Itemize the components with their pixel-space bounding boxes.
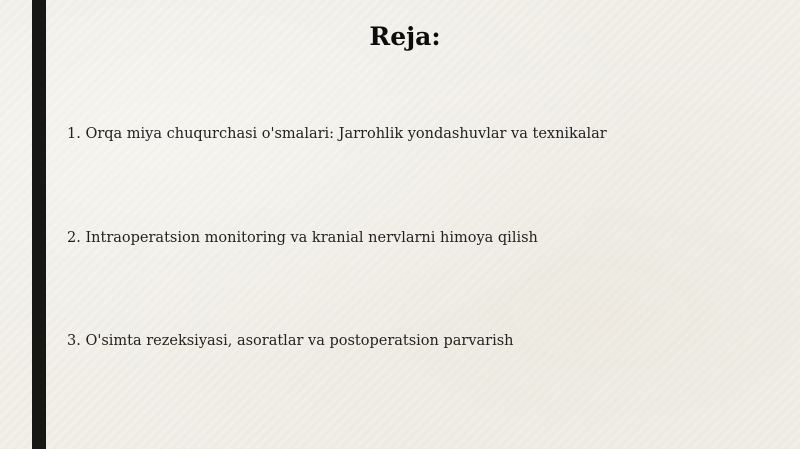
agenda-item-3: 3. O'simta rezeksiyasi, asoratlar va postoperatsion parvarish — [67, 333, 514, 349]
accent-bar — [32, 0, 46, 449]
agenda-item-2: 2. Intraoperatsion monitoring va kranial nervlarni himoya qilish — [67, 230, 538, 246]
slide-title: Reja: — [369, 22, 441, 51]
agenda-item-1: 1. Orqa miya chuqurchasi o'smalari: Jarrohlik yondashuvlar va texnikalar — [67, 126, 607, 142]
